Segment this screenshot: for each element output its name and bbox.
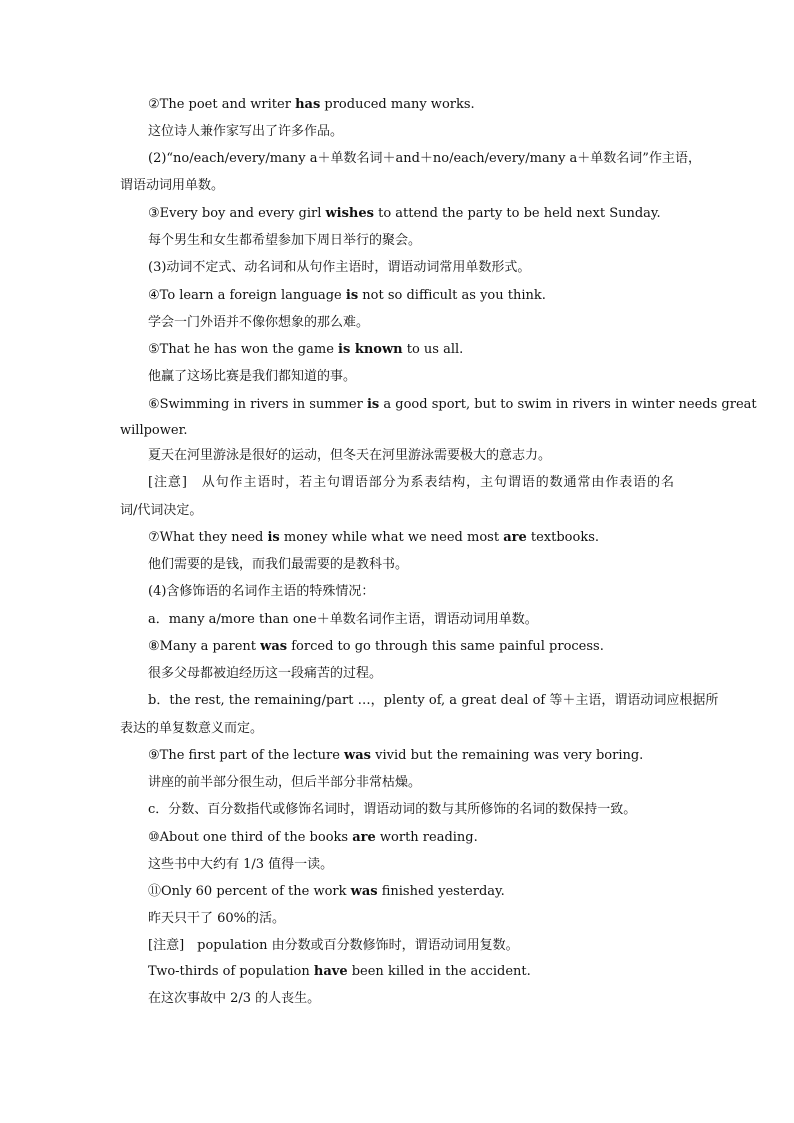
example-sentence: ⑤That he has won the game is known to us all. [148,342,464,357]
example-sentence: ②The poet and writer has produced many works. [148,97,475,112]
example-sentence: ⑥Swimming in rivers in summer is a good sport, but to swim in rivers in winter needs great [148,397,757,412]
rule-text: b．the rest, the remaining/part …，plenty of, a great deal of 等＋主语，谓语动词应根据所 [148,693,719,708]
translation: 很多父母都被迫经历这一段痛苦的过程。 [148,666,383,681]
translation: 他赢了这场比赛是我们都知道的事。 [148,369,357,384]
rule-text: 谓语动词用单数。 [120,178,225,193]
translation: 每个男生和女生都希望参加下周日举行的聚会。 [148,233,422,248]
rule-text: (4)含修饰语的名词作主语的特殊情况： [148,584,375,599]
example-sentence: ⑧Many a parent was forced to go through this same painful process. [148,639,604,654]
translation: 这些书中大约有 1/3 值得一读。 [148,857,334,872]
translation: 在这次事故中 2/3 的人丧生。 [148,991,321,1006]
note-text: [注意] 从句作主语时，若主句谓语部分为系表结构，主句谓语的数通常由作表语的名 [148,475,674,490]
example-sentence: ⑩About one third of the books are worth reading. [148,830,478,845]
rule-text: (2)“no/each/every/many a＋单数名词＋and＋no/each/every/many a＋单数名词”作主语， [148,151,701,166]
rule-text: a．many a/more than one＋单数名词作主语，谓语动词用单数。 [148,612,538,627]
example-sentence: ③Every boy and every girl wishes to attend the party to be held next Sunday. [148,206,661,221]
example-sentence: ⑦What they need is money while what we need most are textbooks. [148,530,599,545]
rule-text: 表达的单复数意义而定。 [120,721,264,736]
translation: 夏天在河里游泳是很好的运动，但冬天在河里游泳需要极大的意志力。 [148,448,552,463]
example-sentence: willpower. [120,423,188,438]
example-sentence: ⑪Only 60 percent of the work was finished yesterday. [148,884,505,899]
rule-text: (3)动词不定式、动名词和从句作主语时，谓语动词常用单数形式。 [148,260,531,275]
note-text: [注意] population 由分数或百分数修饰时，谓语动词用复数。 [148,938,519,953]
example-sentence: ⑨The first part of the lecture was vivid but the remaining was very boring. [148,748,644,763]
example-sentence: Two-thirds of population have been killed in the accident. [148,964,531,979]
rule-text: c．分数、百分数指代或修饰名词时，谓语动词的数与其所修饰的名词的数保持一致。 [148,802,637,817]
translation: 这位诗人兼作家写出了许多作品。 [148,124,344,139]
translation: 讲座的前半部分很生动，但后半部分非常枯燥。 [148,775,422,790]
translation: 昨天只干了 60%的活。 [148,911,286,926]
note-text: 词/代词决定。 [120,503,203,518]
translation: 他们需要的是钱，而我们最需要的是教科书。 [148,557,409,572]
translation: 学会一门外语并不像你想象的那么难。 [148,315,370,330]
example-sentence: ④To learn a foreign language is not so difficult as you think. [148,288,546,303]
